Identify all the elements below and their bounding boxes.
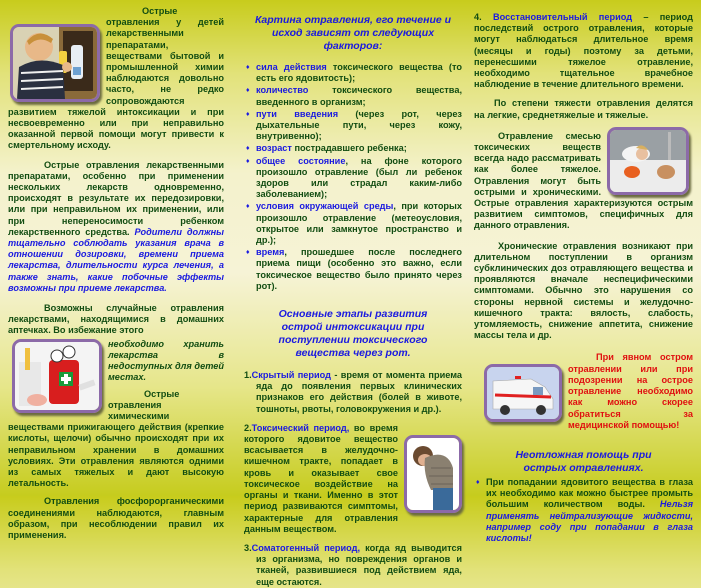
intro-paragraph: Острые отравления у детей лекарственными препаратами, веществами бытовой и промышленной химии наблюдаются довольно часто, не редко сопровождаются развитием тяжелой интоксикации и при несвоевременно или при неправильно оказанной первой помощи могут привести к смертельному исходу. — [8, 6, 224, 151]
eyes-text: При попадании ядовитого вещества в глаза их необходимо как можно быстрее промыть большим количеством воды. — [486, 476, 693, 510]
stages-list — [244, 370, 462, 588]
chemicals-paragraph: Острые отравления химическими веществами прижигающего действия (крепкие кислоты, щелочи) обычно происходят при их неправильном хранении в домашних условиях. Эти отравления являются одними из самых тяжелых и дают высокую летальность. — [8, 388, 224, 489]
organophosphates-paragraph: Отравления фосфорорганическими соединениями наблюдаются, главным образом, при несоблюдении правил их применения. — [8, 496, 224, 540]
factor-key: сила действия — [256, 62, 327, 72]
factor-item — [244, 85, 462, 107]
factor-key: количество — [256, 85, 309, 96]
column-right — [468, 0, 701, 543]
stage-key: Соматогенный период, — [251, 542, 361, 553]
drug-poisoning-text: Острые отравления лекарственными препаратами, особенно при применении нескольких лекарств одновременно, происходят в результате их передозировки, или при неправильном их применении, или при непереносимости ребенком лекарственного средства. — [8, 159, 224, 237]
parents-warning-text: Родители должны тщательно соблюдать указания врача в отношении дозировки, времени приема лекарства, длительности курса лечения, а также знать, какие побочные эффекты возможны при приеме лекарства. — [8, 226, 224, 293]
factor-text: пострадавшего ребенка; — [291, 143, 407, 154]
ambulance-photo — [484, 364, 562, 422]
factor-item — [244, 143, 462, 154]
stage-item — [244, 370, 462, 415]
stage-text: когда яд выводится из организма, но повреждения органов и тканей, развившиеся под действием яда, еще остаются. — [256, 542, 463, 587]
factor-key: пути введения — [256, 108, 339, 119]
emergency-list — [474, 477, 693, 544]
factor-item — [244, 109, 462, 143]
drug-poisoning-paragraph — [8, 160, 224, 294]
stage-item — [244, 543, 462, 588]
factor-text: токсического вещества (то есть его ядовитость); — [256, 62, 462, 84]
stage-number: 1. — [244, 370, 252, 381]
factor-key: возраст — [256, 143, 292, 154]
severity-paragraph: По степени тяжести отравления делятся на легкие, среднетяжелые и тяжелые. — [474, 98, 693, 120]
boy-stomach-ache-image — [407, 438, 459, 510]
factors-title: Картина отравления, его течение и исход зависят от следующих факторов: — [254, 14, 452, 52]
first-aid-kit-photo — [12, 339, 102, 413]
stages-title: Основные этапы развития острой интоксикации при поступлении токсического вещества через рот. — [278, 308, 428, 360]
stage-text: - время от момента приема яда до появления первых клинических признаков его действия (болей в животе, тошноты, рвоты, головокружения и др.). — [256, 370, 462, 414]
recovery-stage-paragraph — [474, 12, 693, 90]
emergency-item — [474, 477, 693, 544]
home-medicine-paragraph — [8, 303, 224, 337]
stage-item — [244, 423, 462, 535]
stage-key: Токсический период, — [251, 422, 350, 433]
factor-text: токсического вещества, введенного в организм; — [256, 85, 462, 107]
sick-child-photo — [607, 127, 689, 195]
factor-item — [244, 62, 462, 84]
home-medicine-text: Возможны случайные отравления лекарствами, находящимися в домашних аптечках. Во избежание этого — [8, 303, 224, 336]
eyes-warning: Нельзя применять нейтрализующие жидкости, например соду при попадании в глаза кислоты! — [486, 499, 693, 543]
factors-list — [244, 62, 462, 292]
factor-text: , на фоне которого произошло отравление (был ли ребенок здоров или страдал каким-либо заболеванием); — [256, 155, 463, 200]
child-cabinet-image — [13, 27, 97, 99]
urgent-help-text: При явном остром отравлении или при подозрении на острое отравление необходимо как можно скорее обратиться за медицинской помощью! — [568, 352, 693, 430]
column-left — [0, 0, 232, 540]
column-middle — [236, 0, 468, 587]
urgent-block — [474, 352, 693, 430]
factor-text: , при которых произошло отравление (метеоусловия, открытое или замкнутое пространство и др.); — [256, 201, 462, 246]
factor-item — [244, 247, 462, 292]
sick-child-image — [610, 130, 686, 192]
factor-key: общее состояние — [256, 155, 346, 166]
mixture-paragraph: Отравление смесью токсических веществ всегда надо рассматривать как более тяжелое. Отравления могут быть острыми и хроническими. Острые отравления характеризуются острым развитием симптомов, специфичных для данного отравления. — [474, 130, 693, 231]
factor-key: время — [256, 247, 285, 258]
factor-item — [244, 156, 462, 201]
ambulance-image — [487, 367, 559, 419]
stage-number: 3. — [244, 542, 252, 553]
stage-key: Скрытый период — [251, 370, 331, 381]
store-medicine-advice: необходимо хранить лекарства в недоступных для детей местах. — [108, 338, 224, 383]
stage-text: – период последствий острого отравления, которые могут наблюдаться длительное время (месяцы и годы) поэтому за детьми, перенесшими тяжелое отравление, необходимо тщательное врачебное наблюдение в течение длительного времени. — [474, 12, 693, 90]
factor-text: (через рот, через дыхательные пути, через кожу, внутривенно); — [256, 108, 462, 142]
factor-key: условия окружающей среды — [256, 201, 394, 212]
stage-number: 2. — [244, 422, 252, 433]
boy-photo — [404, 435, 462, 513]
stage-key: Восстановительный период — [492, 12, 633, 22]
first-aid-kit-image — [15, 342, 99, 410]
stage-number: 4. — [474, 12, 482, 22]
factor-item — [244, 201, 462, 246]
stage-text: во время которого ядовитое вещество всасывается в желудочно-кишечном тракте, попадает в кровь и оказывает свое токсическое воздействие на органы и ткани. Именно в этот период развиваются симптомы, характерные для отравления данным веществом. — [244, 422, 398, 534]
chronic-paragraph: Хронические отравления возникают при длительном поступлении в организм субклинических доз отравляющего вещества и проявляются вначале неспецифическими симптомами. Обычно это нарушения со стороны нервной системы и желудочно-кишечного тракта: вялость, слабость, утомляемость, снижение аппетита, снижение массы тела и др. — [474, 240, 693, 341]
emergency-title: Неотложная помощь при острых отравлениях. — [515, 448, 652, 474]
factor-text: , прошедшее после последнего приема пищи (особенно это важно, если токсическое вещество было принято через рот). — [256, 247, 462, 291]
child-cabinet-photo — [10, 24, 100, 102]
